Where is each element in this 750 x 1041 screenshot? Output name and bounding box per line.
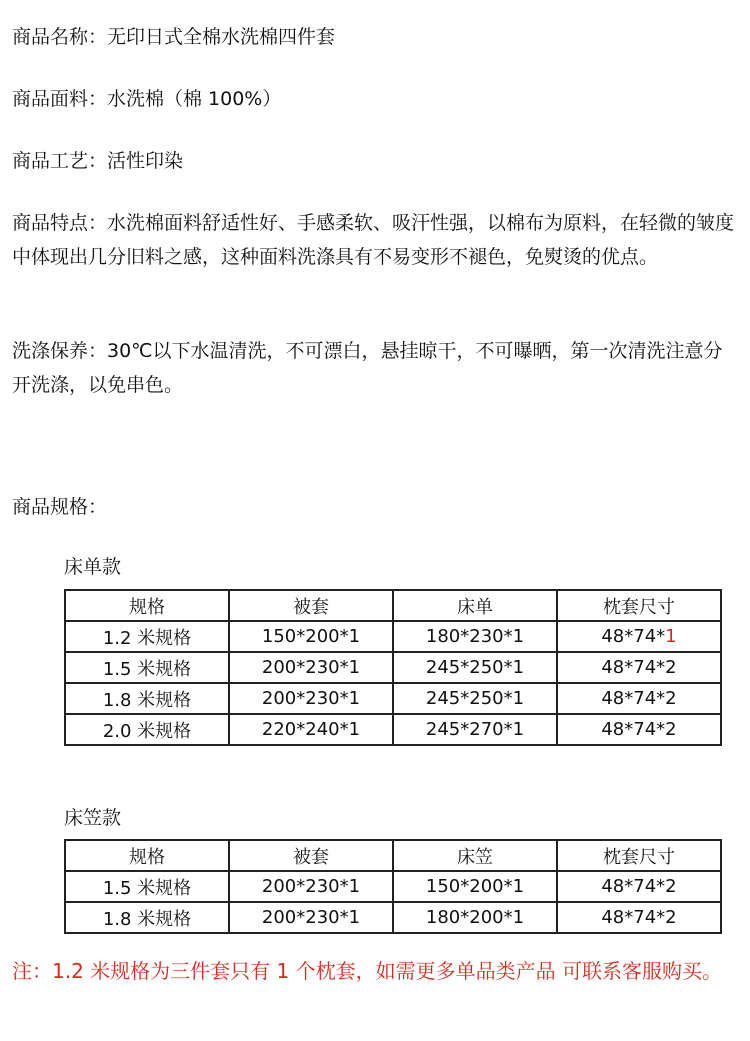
table-cell: 48*74*2: [557, 871, 721, 902]
table-header-cell: 被套: [229, 840, 393, 871]
table-row: [65, 683, 721, 714]
table-header-cell: 枕套尺寸: [557, 590, 721, 621]
table-header-cell: 被套: [229, 590, 393, 621]
table-cell: 2.0 米规格: [65, 714, 229, 745]
table-cell: 200*230*1: [229, 902, 393, 933]
table-cell: 1.2 米规格: [65, 621, 229, 652]
table-header-cell: 规格: [65, 590, 229, 621]
table-cell: 245*250*1: [393, 652, 557, 683]
note-text: 注：1.2 米规格为三件套只有 1 个枕套，如需更多单品类产品 可联系客服购买。: [12, 959, 722, 983]
product-craft: 商品工艺：活性印染: [12, 150, 184, 172]
fitted-spec-table: [64, 839, 722, 934]
table-header-cell: 床笠: [393, 840, 557, 871]
fitted-table-title: 床笠款: [64, 807, 122, 829]
table-cell: 220*240*1: [229, 714, 393, 745]
table-cell: 200*230*1: [229, 683, 393, 714]
table-cell: 48*74*2: [557, 683, 721, 714]
sheet-spec-table: [64, 589, 722, 746]
table-cell: 1.5 米规格: [65, 652, 229, 683]
table-cell: 150*200*1: [393, 871, 557, 902]
table-cell: 1.5 米规格: [65, 871, 229, 902]
table-cell: 150*200*1: [229, 621, 393, 652]
table-cell: 245*250*1: [393, 683, 557, 714]
spec-heading: 商品规格：: [12, 496, 108, 518]
table-cell: 1.8 米规格: [65, 902, 229, 933]
table-row: [65, 652, 721, 683]
table-cell: 1.8 米规格: [65, 683, 229, 714]
table-cell: 48*74*2: [557, 652, 721, 683]
product-care: 洗涤保养：30℃以下水温清洗，不可漂白，悬挂晾干，不可曝晒，第一次清洗注意分开洗涤，以免串色。: [12, 340, 723, 396]
table-cell: 245*270*1: [393, 714, 557, 745]
table-row: [65, 902, 721, 933]
table-row: [65, 714, 721, 745]
table-header-cell: 床单: [393, 590, 557, 621]
product-name: 商品名称：无印日式全棉水洗棉四件套: [12, 26, 336, 48]
table-cell: 48*74*2: [557, 902, 721, 933]
table-cell: 180*230*1: [393, 621, 557, 652]
table-cell: 180*200*1: [393, 902, 557, 933]
table-cell: 200*230*1: [229, 871, 393, 902]
table-header-cell: 枕套尺寸: [557, 840, 721, 871]
table-row: [65, 871, 721, 902]
table-row: [65, 621, 721, 652]
table-header-cell: 规格: [65, 840, 229, 871]
product-features: 商品特点：水洗棉面料舒适性好、手感柔软、吸汗性强，以棉布为原料，在轻微的皱度中体现出几分旧料之感，这种面料洗涤具有不易变形不褪色，免熨烫的优点。: [12, 212, 735, 268]
table-header-row: [65, 840, 721, 871]
highlight-digit: 1: [665, 626, 677, 647]
product-fabric: 商品面料：水洗棉（棉 100%）: [12, 88, 282, 110]
table-cell: 48*74*1: [557, 621, 721, 652]
sheet-table-title: 床单款: [64, 556, 122, 578]
table-header-row: [65, 590, 721, 621]
table-cell: 200*230*1: [229, 652, 393, 683]
table-cell: 48*74*2: [557, 714, 721, 745]
